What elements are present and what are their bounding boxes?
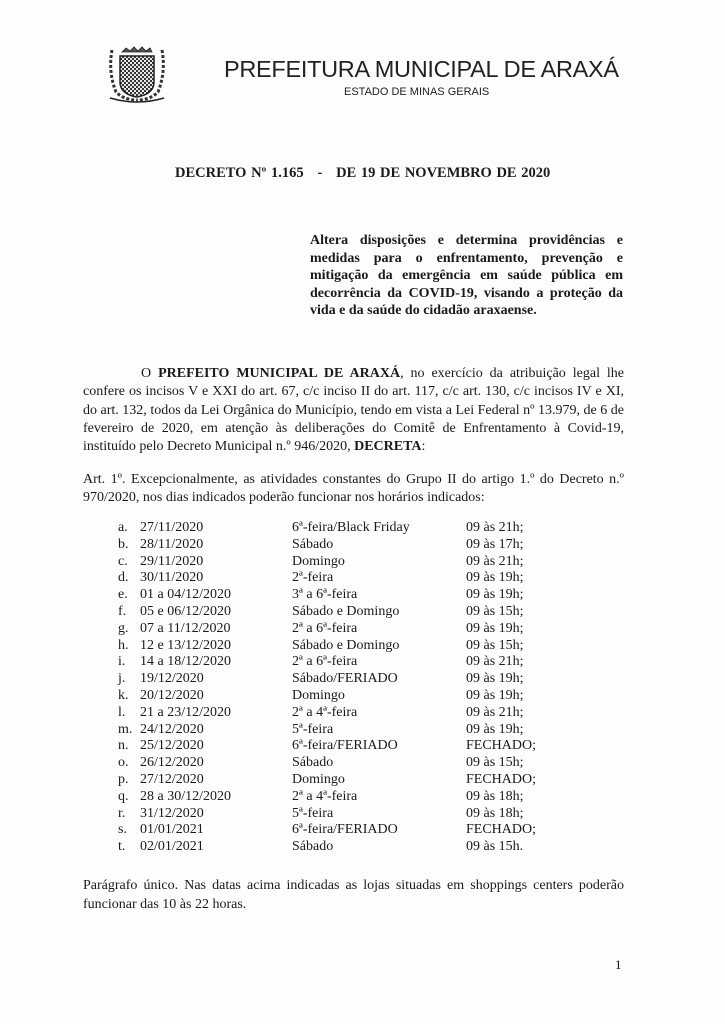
schedule-hours: 09 às 19h; — [466, 620, 524, 636]
schedule-letter: t. — [118, 839, 126, 855]
schedule-date: 28 a 30/12/2020 — [140, 788, 231, 804]
schedule-letter: g. — [118, 620, 129, 636]
schedule-row — [118, 554, 566, 571]
schedule-days: Sábado — [292, 839, 334, 855]
schedule-hours: 09 às 19h; — [466, 671, 524, 687]
preamble-decreta: DECRETA — [354, 439, 422, 455]
schedule-date: 07 a 11/12/2020 — [140, 620, 231, 636]
schedule-days: Sábado e Domingo — [292, 603, 400, 619]
schedule-days: 6ª-feira/Black Friday — [292, 520, 410, 535]
preamble-end: : — [421, 439, 426, 455]
schedule-days: 6ª-feira/FERIADO — [292, 822, 398, 838]
schedule-hours: 09 às 21h; — [466, 553, 524, 569]
schedule-days: Domingo — [292, 771, 345, 787]
schedule-row — [118, 772, 566, 789]
schedule-row — [118, 537, 566, 554]
schedule-days: 2ª a 4ª-feira — [292, 704, 358, 720]
schedule-days: 2ª a 6ª-feira — [292, 654, 358, 670]
schedule-list — [118, 520, 566, 856]
schedule-date: 31/12/2020 — [140, 805, 204, 821]
schedule-days: Sábado — [292, 536, 334, 552]
schedule-hours: 09 às 18h; — [466, 805, 524, 821]
schedule-row — [118, 604, 566, 621]
schedule-hours: 09 às 19h; — [466, 570, 524, 586]
schedule-row — [118, 806, 566, 823]
schedule-date: 25/12/2020 — [140, 738, 204, 754]
schedule-days: 6ª-feira/FERIADO — [292, 738, 398, 754]
schedule-letter: h. — [118, 637, 129, 653]
municipal-coat-of-arms-icon — [104, 42, 170, 104]
schedule-letter: k. — [118, 687, 129, 703]
schedule-date: 21 a 23/12/2020 — [140, 704, 231, 720]
schedule-letter: d. — [118, 570, 129, 586]
schedule-hours: 09 às 19h; — [466, 721, 524, 737]
schedule-hours: 09 às 21h; — [466, 520, 524, 535]
schedule-row — [118, 789, 566, 806]
schedule-date: 14 a 18/12/2020 — [140, 654, 231, 670]
schedule-date: 02/01/2021 — [140, 839, 204, 855]
schedule-days: 3ª a 6ª-feira — [292, 587, 358, 603]
schedule-hours: 09 às 18h; — [466, 788, 524, 804]
decree-title-text: DECRETO Nº 1.165 - DE 19 DE NOVEMBRO DE 2020 — [175, 165, 551, 181]
org-title: PREFEITURA MUNICIPAL DE ARAXÁ — [224, 56, 619, 82]
schedule-letter: f. — [118, 603, 127, 619]
schedule-row — [118, 839, 566, 856]
schedule-date: 01 a 04/12/2020 — [140, 587, 231, 603]
schedule-days: Sábado e Domingo — [292, 637, 400, 653]
schedule-hours: FECHADO; — [466, 771, 537, 787]
decree-ementa: Altera disposições e determina providências e medidas para o enfrentamento, prevenção e mitigação da emergência em saúde pública em decorrência da COVID-19, visando a proteção da vida e da saúde do cidadão araxaense. — [310, 233, 623, 319]
schedule-days: 5ª-feira — [292, 721, 334, 737]
schedule-hours: 09 às 19h; — [466, 687, 524, 703]
decree-title — [175, 165, 550, 182]
schedule-letter: o. — [118, 755, 129, 771]
schedule-date: 26/12/2020 — [140, 755, 204, 771]
schedule-row — [118, 822, 566, 839]
schedule-letter: n. — [118, 738, 129, 754]
schedule-hours: 09 às 21h; — [466, 704, 524, 720]
schedule-letter: q. — [118, 788, 129, 804]
schedule-date: 27/12/2020 — [140, 771, 204, 787]
schedule-hours: FECHADO; — [466, 738, 537, 754]
preamble-body: , no exercício da atribuição legal lhe confere os incisos V e XXI do art. 67, c/c inciso II do art. 117, c/c art. 130, c/c incisos IV e XI, do art. 132, todos da Lei Orgânica do Município, tendo em vista a Lei Federal nº 13.979, de 6 de fevereiro de 2020, em atenção às deliberações do Comitê de Enfrentamento à Covid-19, instituído pelo Decreto Municipal n.º 946/2020, — [83, 366, 625, 455]
schedule-row — [118, 738, 566, 755]
schedule-row — [118, 587, 566, 604]
schedule-hours: 09 às 15h; — [466, 755, 524, 771]
schedule-row — [118, 688, 566, 705]
preamble — [83, 365, 624, 456]
schedule-letter: c. — [118, 553, 128, 569]
schedule-days: 2ª-feira — [292, 570, 334, 586]
schedule-date: 19/12/2020 — [140, 671, 204, 687]
schedule-hours: 09 às 19h; — [466, 587, 524, 603]
schedule-hours: 09 às 15h; — [466, 637, 524, 653]
schedule-date: 12 e 13/12/2020 — [140, 637, 231, 653]
schedule-date: 05 e 06/12/2020 — [140, 603, 231, 619]
preamble-lead: O — [141, 366, 159, 381]
org-subtitle: ESTADO DE MINAS GERAIS — [344, 86, 490, 98]
schedule-days: Domingo — [292, 687, 345, 703]
schedule-date: 27/11/2020 — [140, 520, 204, 535]
schedule-days: 2ª a 6ª-feira — [292, 620, 358, 636]
schedule-date: 29/11/2020 — [140, 553, 204, 569]
schedule-row — [118, 570, 566, 587]
schedule-letter: j. — [118, 671, 126, 687]
schedule-days: Sábado/FERIADO — [292, 671, 398, 687]
schedule-date: 30/11/2020 — [140, 570, 204, 586]
schedule-letter: e. — [118, 587, 128, 603]
schedule-days: Domingo — [292, 553, 345, 569]
schedule-row — [118, 654, 566, 671]
schedule-letter: r. — [118, 805, 126, 821]
schedule-letter: b. — [118, 536, 129, 552]
schedule-date: 20/12/2020 — [140, 687, 204, 703]
page-number: 1 — [615, 957, 622, 972]
schedule-letter: s. — [118, 822, 127, 838]
schedule-row — [118, 671, 566, 688]
schedule-row — [118, 722, 566, 739]
schedule-letter: i. — [118, 654, 126, 670]
schedule-hours: 09 às 17h; — [466, 536, 524, 552]
schedule-days: Sábado — [292, 755, 334, 771]
schedule-letter: l. — [118, 704, 126, 720]
schedule-letter: a. — [118, 520, 128, 535]
schedule-hours: 09 às 15h; — [466, 603, 524, 619]
schedule-row — [118, 705, 566, 722]
schedule-letter: m. — [118, 721, 133, 737]
schedule-row — [118, 755, 566, 772]
schedule-row — [118, 520, 566, 537]
schedule-hours: 09 às 15h. — [466, 839, 524, 855]
schedule-date: 24/12/2020 — [140, 721, 204, 737]
schedule-days: 5ª-feira — [292, 805, 334, 821]
paragraph-unico: Parágrafo único. Nas datas acima indicadas as lojas situadas em shoppings centers poderão funcionar das 10 às 22 horas. — [83, 878, 624, 912]
schedule-days: 2ª a 4ª-feira — [292, 788, 358, 804]
article-1: Art. 1º. Excepcionalmente, as atividades constantes do Grupo II do artigo 1.º do Decreto n.º 970/2020, nos dias indicados poderão funcionar nos horários indicados: — [83, 472, 624, 506]
schedule-date: 01/01/2021 — [140, 822, 204, 838]
schedule-letter: p. — [118, 771, 129, 787]
schedule-row — [118, 638, 566, 655]
schedule-row — [118, 621, 566, 638]
schedule-hours: 09 às 21h; — [466, 654, 524, 670]
preamble-authority: PREFEITO MUNICIPAL DE ARAXÁ — [158, 366, 401, 381]
schedule-date: 28/11/2020 — [140, 536, 204, 552]
schedule-hours: FECHADO; — [466, 822, 537, 838]
